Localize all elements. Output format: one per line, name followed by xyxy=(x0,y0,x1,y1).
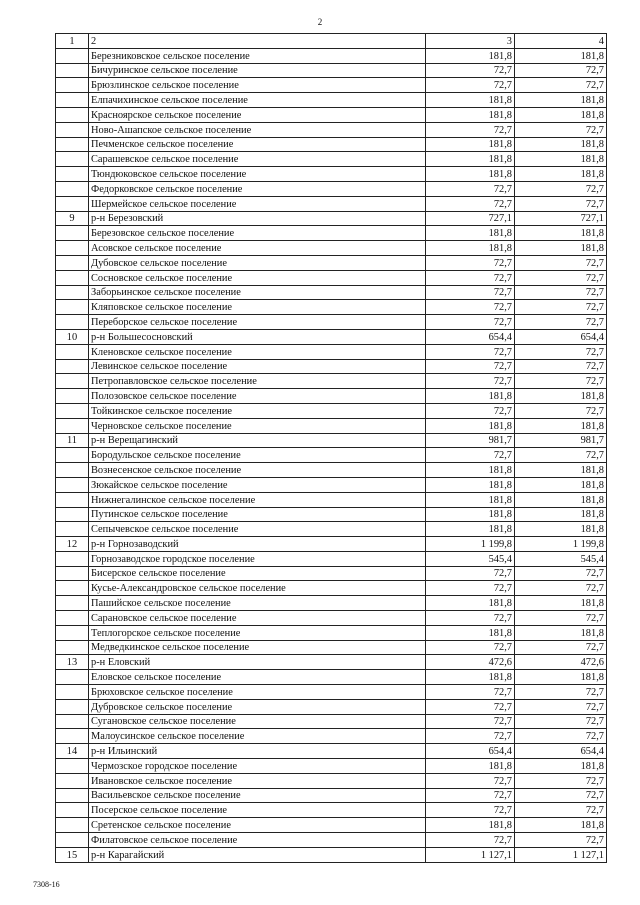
row-number-cell xyxy=(56,78,89,93)
table-row xyxy=(56,522,607,537)
table-header-row xyxy=(56,34,607,49)
value-col-3-cell: 181,8 xyxy=(426,759,515,774)
table-row xyxy=(56,448,607,463)
value-col-3-cell: 72,7 xyxy=(426,270,515,285)
settlement-name-cell: Переборское сельское поселение xyxy=(89,315,426,330)
value-col-3-cell: 181,8 xyxy=(426,93,515,108)
header-col-2: 2 xyxy=(89,34,426,49)
table-row xyxy=(56,285,607,300)
settlement-name-cell: Вознесенское сельское поселение xyxy=(89,463,426,478)
value-col-4-cell: 72,7 xyxy=(515,581,607,596)
value-col-4-cell: 72,7 xyxy=(515,78,607,93)
value-col-4-cell: 181,8 xyxy=(515,241,607,256)
value-col-3-cell: 181,8 xyxy=(426,241,515,256)
value-col-3-cell: 72,7 xyxy=(426,374,515,389)
header-col-3: 3 xyxy=(426,34,515,49)
value-col-3-cell: 654,4 xyxy=(426,329,515,344)
value-col-3-cell: 72,7 xyxy=(426,196,515,211)
table-row xyxy=(56,685,607,700)
row-number-cell xyxy=(56,403,89,418)
value-col-4-cell: 72,7 xyxy=(515,403,607,418)
row-number-cell xyxy=(56,818,89,833)
settlement-name-cell: Заборьинское сельское поселение xyxy=(89,285,426,300)
value-col-3-cell: 72,7 xyxy=(426,566,515,581)
table-row xyxy=(56,255,607,270)
row-number-cell xyxy=(56,507,89,522)
settlement-name-cell: Петропавловское сельское поселение xyxy=(89,374,426,389)
settlement-name-cell: Пашийское сельское поселение xyxy=(89,596,426,611)
value-col-4-cell: 181,8 xyxy=(515,759,607,774)
value-col-3-cell: 1 127,1 xyxy=(426,847,515,862)
value-col-3-cell: 72,7 xyxy=(426,122,515,137)
settlement-name-cell: Кленовское сельское поселение xyxy=(89,344,426,359)
value-col-4-cell: 181,8 xyxy=(515,137,607,152)
value-col-4-cell: 72,7 xyxy=(515,270,607,285)
row-number-cell xyxy=(56,492,89,507)
row-number-cell xyxy=(56,241,89,256)
table-row xyxy=(56,463,607,478)
settlement-name-cell: Путинское сельское поселение xyxy=(89,507,426,522)
table-row xyxy=(56,78,607,93)
value-col-4-cell: 72,7 xyxy=(515,833,607,848)
settlement-name-cell: Дубровское сельское поселение xyxy=(89,699,426,714)
settlement-name-cell: Полозовское сельское поселение xyxy=(89,389,426,404)
settlement-name-cell: Печменское сельское поселение xyxy=(89,137,426,152)
value-col-3-cell: 72,7 xyxy=(426,78,515,93)
table-row xyxy=(56,211,607,226)
settlement-name-cell: р-н Еловский xyxy=(89,655,426,670)
row-number-cell xyxy=(56,759,89,774)
value-col-3-cell: 181,8 xyxy=(426,152,515,167)
value-col-4-cell: 181,8 xyxy=(515,107,607,122)
value-col-3-cell: 181,8 xyxy=(426,477,515,492)
table-row xyxy=(56,329,607,344)
value-col-4-cell: 181,8 xyxy=(515,167,607,182)
value-col-4-cell: 72,7 xyxy=(515,640,607,655)
settlement-name-cell: Березниковское сельское поселение xyxy=(89,48,426,63)
value-col-4-cell: 981,7 xyxy=(515,433,607,448)
value-col-3-cell: 72,7 xyxy=(426,803,515,818)
row-number-cell xyxy=(56,670,89,685)
table-row xyxy=(56,773,607,788)
row-number-cell xyxy=(56,773,89,788)
settlement-name-cell: Шермейское сельское поселение xyxy=(89,196,426,211)
table-row xyxy=(56,122,607,137)
settlement-name-cell: Сосновское сельское поселение xyxy=(89,270,426,285)
value-col-3-cell: 981,7 xyxy=(426,433,515,448)
row-number-cell xyxy=(56,729,89,744)
row-number-cell xyxy=(56,300,89,315)
row-number-cell xyxy=(56,418,89,433)
value-col-3-cell: 72,7 xyxy=(426,611,515,626)
settlement-name-cell: Посерское сельское поселение xyxy=(89,803,426,818)
row-number-cell xyxy=(56,522,89,537)
value-col-3-cell: 72,7 xyxy=(426,63,515,78)
row-number-cell: 15 xyxy=(56,847,89,862)
table-row xyxy=(56,63,607,78)
value-col-3-cell: 72,7 xyxy=(426,581,515,596)
value-col-4-cell: 72,7 xyxy=(515,788,607,803)
settlement-name-cell: Васильевское сельское поселение xyxy=(89,788,426,803)
value-col-3-cell: 181,8 xyxy=(426,522,515,537)
value-col-3-cell: 181,8 xyxy=(426,463,515,478)
row-number-cell: 12 xyxy=(56,537,89,552)
table-row xyxy=(56,48,607,63)
row-number-cell: 14 xyxy=(56,744,89,759)
row-number-cell xyxy=(56,625,89,640)
row-number-cell xyxy=(56,581,89,596)
row-number-cell xyxy=(56,551,89,566)
table-row xyxy=(56,492,607,507)
value-col-4-cell: 181,8 xyxy=(515,522,607,537)
table-row xyxy=(56,181,607,196)
settlement-name-cell: Кляповское сельское поселение xyxy=(89,300,426,315)
table-row xyxy=(56,714,607,729)
table-row xyxy=(56,729,607,744)
value-col-3-cell: 181,8 xyxy=(426,507,515,522)
value-col-4-cell: 654,4 xyxy=(515,329,607,344)
settlement-name-cell: Сарашевское сельское поселение xyxy=(89,152,426,167)
value-col-3-cell: 181,8 xyxy=(426,818,515,833)
table-row xyxy=(56,374,607,389)
settlement-name-cell: Брюзлинское сельское поселение xyxy=(89,78,426,93)
row-number-cell xyxy=(56,566,89,581)
value-col-4-cell: 72,7 xyxy=(515,773,607,788)
value-col-3-cell: 727,1 xyxy=(426,211,515,226)
row-number-cell xyxy=(56,685,89,700)
settlement-name-cell: Сретенское сельское поселение xyxy=(89,818,426,833)
value-col-4-cell: 72,7 xyxy=(515,255,607,270)
value-col-4-cell: 727,1 xyxy=(515,211,607,226)
row-number-cell xyxy=(56,389,89,404)
value-col-4-cell: 72,7 xyxy=(515,374,607,389)
settlement-name-cell: Тойкинское сельское поселение xyxy=(89,403,426,418)
value-col-4-cell: 72,7 xyxy=(515,300,607,315)
table-row xyxy=(56,344,607,359)
value-col-3-cell: 72,7 xyxy=(426,729,515,744)
value-col-4-cell: 181,8 xyxy=(515,818,607,833)
value-col-4-cell: 181,8 xyxy=(515,492,607,507)
value-col-3-cell: 181,8 xyxy=(426,492,515,507)
settlement-name-cell: Кусье-Александровское сельское поселение xyxy=(89,581,426,596)
value-col-4-cell: 181,8 xyxy=(515,625,607,640)
row-number-cell xyxy=(56,152,89,167)
table-row xyxy=(56,818,607,833)
settlement-name-cell: р-н Ильинский xyxy=(89,744,426,759)
value-col-3-cell: 72,7 xyxy=(426,448,515,463)
value-col-3-cell: 72,7 xyxy=(426,300,515,315)
table-row xyxy=(56,403,607,418)
value-col-4-cell: 181,8 xyxy=(515,226,607,241)
table-row xyxy=(56,655,607,670)
table-row xyxy=(56,241,607,256)
footer-document-code: 7308-16 xyxy=(33,880,60,889)
table-row xyxy=(56,670,607,685)
row-number-cell xyxy=(56,226,89,241)
value-col-4-cell: 72,7 xyxy=(515,611,607,626)
header-col-4: 4 xyxy=(515,34,607,49)
settlement-name-cell: Горнозаводское городское поселение xyxy=(89,551,426,566)
value-col-4-cell: 1 127,1 xyxy=(515,847,607,862)
row-number-cell xyxy=(56,137,89,152)
value-col-3-cell: 72,7 xyxy=(426,685,515,700)
value-col-3-cell: 181,8 xyxy=(426,137,515,152)
value-col-4-cell: 72,7 xyxy=(515,315,607,330)
value-col-4-cell: 72,7 xyxy=(515,803,607,818)
value-col-4-cell: 72,7 xyxy=(515,448,607,463)
header-col-1: 1 xyxy=(56,34,89,49)
value-col-4-cell: 181,8 xyxy=(515,418,607,433)
table-row xyxy=(56,699,607,714)
value-col-4-cell: 181,8 xyxy=(515,477,607,492)
row-number-cell: 9 xyxy=(56,211,89,226)
row-number-cell xyxy=(56,833,89,848)
settlement-name-cell: р-н Карагайский xyxy=(89,847,426,862)
row-number-cell xyxy=(56,463,89,478)
value-col-3-cell: 72,7 xyxy=(426,699,515,714)
value-col-4-cell: 181,8 xyxy=(515,670,607,685)
value-col-3-cell: 181,8 xyxy=(426,389,515,404)
value-col-3-cell: 545,4 xyxy=(426,551,515,566)
settlement-name-cell: Малоусинское сельское поселение xyxy=(89,729,426,744)
value-col-3-cell: 72,7 xyxy=(426,181,515,196)
value-col-4-cell: 72,7 xyxy=(515,285,607,300)
row-number-cell xyxy=(56,315,89,330)
value-col-3-cell: 181,8 xyxy=(426,418,515,433)
value-col-3-cell: 72,7 xyxy=(426,315,515,330)
table-row xyxy=(56,433,607,448)
settlement-name-cell: р-н Большесосновский xyxy=(89,329,426,344)
row-number-cell xyxy=(56,803,89,818)
table-row xyxy=(56,152,607,167)
table-row xyxy=(56,759,607,774)
settlement-name-cell: Красноярское сельское поселение xyxy=(89,107,426,122)
row-number-cell xyxy=(56,270,89,285)
table-row xyxy=(56,566,607,581)
table-row xyxy=(56,270,607,285)
row-number-cell xyxy=(56,611,89,626)
value-col-3-cell: 1 199,8 xyxy=(426,537,515,552)
settlement-name-cell: Дубовское сельское поселение xyxy=(89,255,426,270)
settlement-name-cell: Елпачихинское сельское поселение xyxy=(89,93,426,108)
value-col-4-cell: 545,4 xyxy=(515,551,607,566)
value-col-4-cell: 472,6 xyxy=(515,655,607,670)
table-row xyxy=(56,744,607,759)
value-col-3-cell: 181,8 xyxy=(426,48,515,63)
allocation-table xyxy=(55,33,607,863)
settlement-name-cell: р-н Березовский xyxy=(89,211,426,226)
settlement-name-cell: Черновское сельское поселение xyxy=(89,418,426,433)
table-row xyxy=(56,507,607,522)
value-col-3-cell: 72,7 xyxy=(426,788,515,803)
page-number: 2 xyxy=(317,17,323,27)
table-row xyxy=(56,196,607,211)
value-col-4-cell: 72,7 xyxy=(515,344,607,359)
table-row xyxy=(56,788,607,803)
value-col-3-cell: 72,7 xyxy=(426,255,515,270)
value-col-4-cell: 72,7 xyxy=(515,729,607,744)
value-col-4-cell: 72,7 xyxy=(515,359,607,374)
settlement-name-cell: Еловское сельское поселение xyxy=(89,670,426,685)
table-row xyxy=(56,833,607,848)
value-col-4-cell: 72,7 xyxy=(515,181,607,196)
value-col-3-cell: 72,7 xyxy=(426,403,515,418)
row-number-cell xyxy=(56,107,89,122)
value-col-3-cell: 472,6 xyxy=(426,655,515,670)
value-col-3-cell: 181,8 xyxy=(426,625,515,640)
value-col-4-cell: 181,8 xyxy=(515,152,607,167)
row-number-cell xyxy=(56,93,89,108)
value-col-4-cell: 72,7 xyxy=(515,196,607,211)
settlement-name-cell: Сепычевское сельское поселение xyxy=(89,522,426,537)
settlement-name-cell: Брюховское сельское поселение xyxy=(89,685,426,700)
value-col-3-cell: 181,8 xyxy=(426,107,515,122)
table-row xyxy=(56,137,607,152)
settlement-name-cell: Ивановское сельское поселение xyxy=(89,773,426,788)
row-number-cell xyxy=(56,344,89,359)
table-row xyxy=(56,93,607,108)
row-number-cell xyxy=(56,374,89,389)
value-col-4-cell: 72,7 xyxy=(515,699,607,714)
row-number-cell xyxy=(56,477,89,492)
row-number-cell: 11 xyxy=(56,433,89,448)
table-row xyxy=(56,581,607,596)
table-row xyxy=(56,551,607,566)
row-number-cell xyxy=(56,596,89,611)
table-row xyxy=(56,315,607,330)
value-col-3-cell: 72,7 xyxy=(426,344,515,359)
table-row xyxy=(56,418,607,433)
table-body xyxy=(56,48,607,862)
settlement-name-cell: Чермозское городское поселение xyxy=(89,759,426,774)
settlement-name-cell: р-н Верещагинский xyxy=(89,433,426,448)
settlement-name-cell: Асовское сельское поселение xyxy=(89,241,426,256)
value-col-4-cell: 181,8 xyxy=(515,93,607,108)
row-number-cell xyxy=(56,48,89,63)
value-col-4-cell: 72,7 xyxy=(515,122,607,137)
value-col-4-cell: 72,7 xyxy=(515,685,607,700)
settlement-name-cell: Сарановское сельское поселение xyxy=(89,611,426,626)
row-number-cell xyxy=(56,122,89,137)
table-row xyxy=(56,389,607,404)
settlement-name-cell: Сугановское сельское поселение xyxy=(89,714,426,729)
value-col-3-cell: 72,7 xyxy=(426,285,515,300)
table-row xyxy=(56,625,607,640)
table-row xyxy=(56,359,607,374)
value-col-4-cell: 181,8 xyxy=(515,389,607,404)
settlement-name-cell: Бичуринское сельское поселение xyxy=(89,63,426,78)
value-col-4-cell: 181,8 xyxy=(515,507,607,522)
settlement-name-cell: Филатовское сельское поселение xyxy=(89,833,426,848)
table-row xyxy=(56,537,607,552)
table-header xyxy=(56,34,607,49)
table-row xyxy=(56,226,607,241)
row-number-cell xyxy=(56,285,89,300)
value-col-4-cell: 181,8 xyxy=(515,463,607,478)
row-number-cell: 13 xyxy=(56,655,89,670)
row-number-cell xyxy=(56,640,89,655)
settlement-name-cell: Федорковское сельское поселение xyxy=(89,181,426,196)
value-col-3-cell: 654,4 xyxy=(426,744,515,759)
value-col-4-cell: 72,7 xyxy=(515,566,607,581)
value-col-4-cell: 654,4 xyxy=(515,744,607,759)
settlement-name-cell: Бисерское сельское поселение xyxy=(89,566,426,581)
table-row xyxy=(56,640,607,655)
value-col-3-cell: 181,8 xyxy=(426,596,515,611)
allocation-table-container xyxy=(55,33,604,863)
value-col-4-cell: 181,8 xyxy=(515,596,607,611)
table-row xyxy=(56,107,607,122)
table-row xyxy=(56,596,607,611)
settlement-name-cell: Ново-Ашапское сельское поселение xyxy=(89,122,426,137)
row-number-cell: 10 xyxy=(56,329,89,344)
row-number-cell xyxy=(56,181,89,196)
value-col-3-cell: 181,8 xyxy=(426,226,515,241)
settlement-name-cell: Тюндюковское сельское поселение xyxy=(89,167,426,182)
value-col-4-cell: 72,7 xyxy=(515,714,607,729)
row-number-cell xyxy=(56,196,89,211)
table-row xyxy=(56,803,607,818)
value-col-4-cell: 181,8 xyxy=(515,48,607,63)
value-col-4-cell: 72,7 xyxy=(515,63,607,78)
table-row xyxy=(56,847,607,862)
table-row xyxy=(56,477,607,492)
row-number-cell xyxy=(56,699,89,714)
row-number-cell xyxy=(56,167,89,182)
settlement-name-cell: Нижнегалинское сельское поселение xyxy=(89,492,426,507)
settlement-name-cell: Медведкинское сельское поселение xyxy=(89,640,426,655)
value-col-4-cell: 1 199,8 xyxy=(515,537,607,552)
settlement-name-cell: Зюкайское сельское поселение xyxy=(89,477,426,492)
settlement-name-cell: Теплогорское сельское поселение xyxy=(89,625,426,640)
value-col-3-cell: 181,8 xyxy=(426,167,515,182)
settlement-name-cell: Бородульское сельское поселение xyxy=(89,448,426,463)
table-row xyxy=(56,167,607,182)
row-number-cell xyxy=(56,63,89,78)
row-number-cell xyxy=(56,255,89,270)
settlement-name-cell: р-н Горнозаводский xyxy=(89,537,426,552)
row-number-cell xyxy=(56,714,89,729)
settlement-name-cell: Березовское сельское поселение xyxy=(89,226,426,241)
value-col-3-cell: 72,7 xyxy=(426,640,515,655)
row-number-cell xyxy=(56,359,89,374)
table-row xyxy=(56,611,607,626)
row-number-cell xyxy=(56,788,89,803)
settlement-name-cell: Левинское сельское поселение xyxy=(89,359,426,374)
value-col-3-cell: 72,7 xyxy=(426,359,515,374)
value-col-3-cell: 72,7 xyxy=(426,833,515,848)
value-col-3-cell: 72,7 xyxy=(426,714,515,729)
value-col-3-cell: 72,7 xyxy=(426,773,515,788)
table-row xyxy=(56,300,607,315)
row-number-cell xyxy=(56,448,89,463)
value-col-3-cell: 181,8 xyxy=(426,670,515,685)
